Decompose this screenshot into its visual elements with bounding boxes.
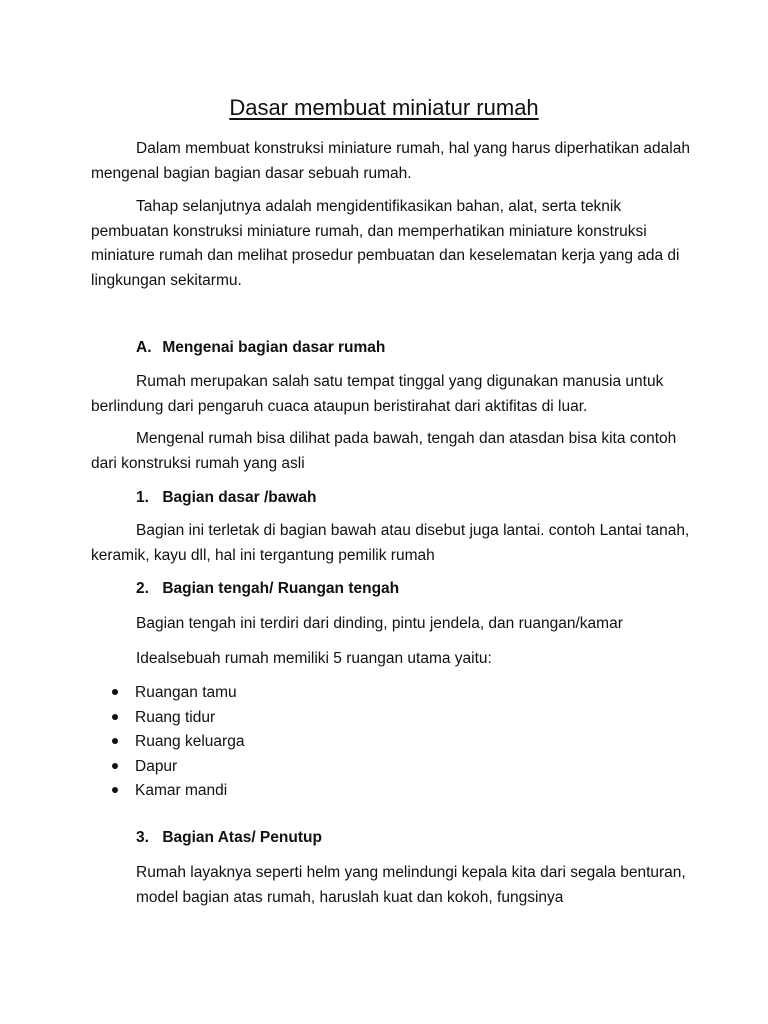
list-item: Dapur [112, 755, 244, 780]
part-1-heading [136, 486, 317, 510]
list-item: Ruangan tamu [112, 681, 244, 706]
list-item: Ruang tidur [112, 706, 244, 731]
part-3-title: Bagian Atas/ Penutup [162, 829, 322, 846]
bullet-icon [112, 714, 118, 720]
part-2-heading [136, 577, 399, 601]
intro-paragraph-1: Dalam membuat konstruksi miniature rumah, hal yang harus diperhatikan adalah mengenal bagian bagian dasar sebuah rumah. [91, 140, 690, 182]
bullet-icon [112, 787, 118, 793]
bullet-icon [112, 763, 118, 769]
bullet-icon [112, 689, 118, 695]
part-1-number: 1. [136, 489, 149, 506]
part-3-number: 3. [136, 829, 149, 846]
section-a-paragraph-1: Rumah merupakan salah satu tempat tinggal yang digunakan manusia untuk berlindung dari pengaruh cuaca ataupun beristirahat dari aktifitas di luar. [91, 373, 664, 415]
part-2-paragraph-2: Idealsebuah rumah memiliki 5 ruangan utama yaitu: [136, 650, 492, 667]
document-title: Dasar membuat miniatur rumah [229, 95, 539, 120]
section-a-paragraph-2: Mengenal rumah bisa dilihat pada bawah, tengah dan atasdan bisa kita contoh dari konstruksi rumah yang asli [91, 430, 677, 472]
intro-paragraph-2: Tahap selanjutnya adalah mengidentifikasikan bahan, alat, serta teknik pembuatan konstruksi miniature rumah, dan memperhatikan miniature konstruksi miniature rumah dan melihat prosedur pembuatan dan keselematan kerja yang ada di lingkungan sekitarmu. [91, 198, 680, 289]
part-2-paragraph-1: Bagian tengah ini terdiri dari dinding, pintu jendela, dan ruangan/kamar [136, 615, 623, 632]
part-3-heading [136, 826, 322, 850]
list-item: Ruang keluarga [112, 730, 244, 755]
part-2-title: Bagian tengah/ Ruangan tengah [162, 580, 400, 597]
section-a-title: Mengenai bagian dasar rumah [162, 339, 386, 356]
section-a-marker: A. [136, 339, 152, 356]
bullet-icon [112, 738, 118, 744]
section-a-heading [136, 336, 385, 360]
part-3-paragraph: Rumah layaknya seperti helm yang melindungi kepala kita dari segala benturan, model bagian atas rumah, haruslah kuat dan kokoh, fungsinya [136, 864, 686, 906]
rooms-list [112, 681, 244, 804]
part-2-number: 2. [136, 580, 149, 597]
list-item: Kamar mandi [112, 779, 244, 804]
part-1-paragraph: Bagian ini terletak di bagian bawah atau disebut juga lantai. contoh Lantai tanah, keramik, kayu dll, hal ini tergantung pemilik rumah [91, 522, 690, 564]
part-1-title: Bagian dasar /bawah [162, 489, 317, 506]
